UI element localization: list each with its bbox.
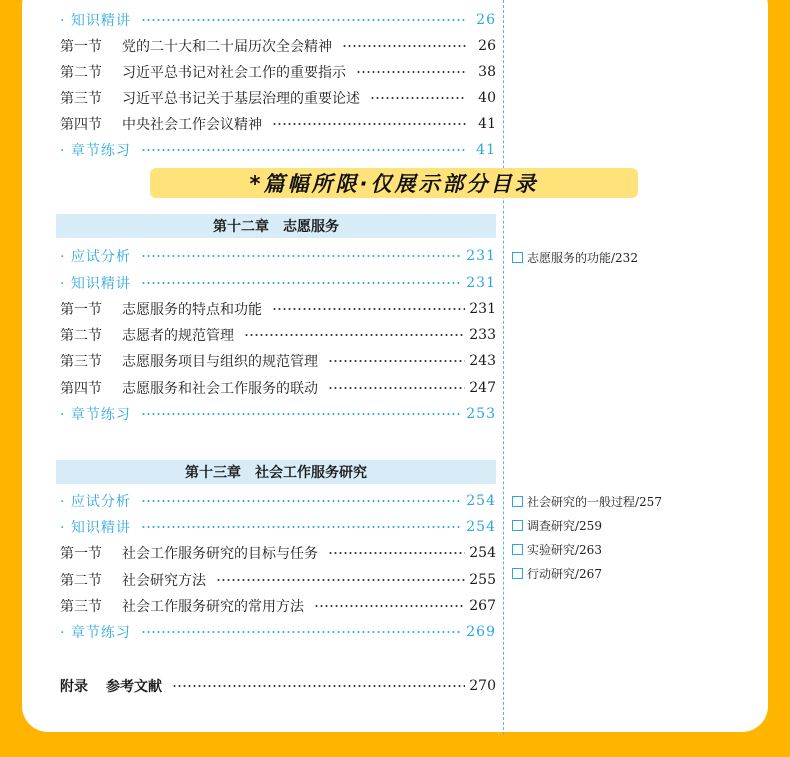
section-title: 习近平总书记关于基层治理的重要论述: [122, 91, 360, 107]
toc-entry[interactable]: [60, 570, 496, 590]
toc-entry-knowledge[interactable]: [60, 517, 496, 537]
side-note-text: 行动研究/267: [527, 567, 602, 581]
entry-page: 254: [466, 519, 496, 535]
entry-page: 233: [469, 327, 496, 343]
section-number: 第四节: [60, 381, 102, 397]
checkbox-icon: [512, 544, 523, 555]
entry-page: 38: [478, 64, 496, 80]
entry-page: 267: [469, 598, 496, 614]
chapter-heading-12[interactable]: 第十二章 志愿服务: [56, 214, 496, 238]
leader-dots: [244, 333, 465, 337]
entry-label: · 知识精讲: [60, 276, 131, 292]
section-number: 第三节: [60, 599, 102, 615]
section-title: 志愿者的规范管理: [122, 328, 234, 344]
leader-dots: [342, 44, 466, 48]
leader-dots: [328, 359, 465, 363]
entry-page: 254: [469, 545, 496, 561]
entry-page: 26: [478, 38, 496, 54]
checkbox-icon: [512, 496, 523, 507]
section-number: 第一节: [60, 39, 102, 55]
entry-page: 270: [469, 678, 496, 694]
toc-entry-analysis[interactable]: [60, 246, 496, 266]
leader-dots: [141, 630, 462, 634]
toc-entry[interactable]: [60, 351, 496, 371]
entry-page: 253: [466, 406, 496, 422]
checkbox-icon: [512, 568, 523, 579]
section-title: 社会工作服务研究的目标与任务: [122, 546, 318, 562]
section-title: 习近平总书记对社会工作的重要指示: [122, 65, 346, 81]
leader-dots: [216, 578, 465, 582]
side-note[interactable]: [512, 249, 638, 266]
entry-page: 247: [469, 380, 496, 396]
entry-label: · 章节练习: [60, 625, 131, 641]
toc-entry-appendix[interactable]: [60, 676, 496, 696]
entry-page: 41: [478, 116, 496, 132]
leader-dots: [141, 18, 466, 22]
side-note-text: 社会研究的一般过程/257: [527, 495, 662, 509]
leader-dots: [314, 604, 465, 608]
leader-dots: [141, 412, 462, 416]
column-divider: [503, 0, 504, 735]
leader-dots: [328, 386, 465, 390]
side-note[interactable]: [512, 541, 602, 558]
section-title: 志愿服务的特点和功能: [122, 302, 262, 318]
leader-dots: [272, 122, 466, 126]
entry-label: · 知识精讲: [60, 13, 131, 29]
section-number: 第三节: [60, 91, 102, 107]
section-number: 第二节: [60, 573, 102, 589]
leader-dots: [141, 148, 466, 152]
toc-entry[interactable]: [60, 62, 496, 82]
leader-dots: [141, 281, 462, 285]
section-number: 第四节: [60, 117, 102, 133]
section-number: 第一节: [60, 302, 102, 318]
side-note-text: 志愿服务的功能/232: [527, 251, 638, 265]
toc-entry[interactable]: [60, 114, 496, 134]
entry-page: 41: [476, 142, 496, 158]
entry-page: 254: [466, 493, 496, 509]
side-note[interactable]: [512, 517, 602, 534]
entry-page: 231: [466, 248, 496, 264]
side-note[interactable]: [512, 565, 602, 582]
section-number: 第二节: [60, 65, 102, 81]
leader-dots: [141, 499, 462, 503]
section-title: 志愿服务和社会工作服务的联动: [122, 381, 318, 397]
toc-entry-knowledge[interactable]: [60, 10, 496, 30]
leader-dots: [172, 684, 465, 688]
toc-entry-practice[interactable]: [60, 404, 496, 424]
section-title: 社会研究方法: [122, 573, 206, 589]
leader-dots: [328, 551, 465, 555]
toc-entry[interactable]: [60, 378, 496, 398]
leader-dots: [370, 96, 466, 100]
entry-page: 231: [469, 301, 496, 317]
toc-entry-analysis[interactable]: [60, 491, 496, 511]
entry-page: 269: [466, 624, 496, 640]
entry-page: 231: [466, 275, 496, 291]
checkbox-icon: [512, 520, 523, 531]
entry-page: 243: [469, 353, 496, 369]
partial-toc-banner: *篇幅所限·仅展示部分目录: [150, 168, 638, 198]
toc-entry[interactable]: [60, 299, 496, 319]
toc-entry-practice[interactable]: [60, 140, 496, 160]
section-number: 第三节: [60, 354, 102, 370]
entry-page: 255: [469, 572, 496, 588]
appendix-title: 参考文献: [106, 679, 162, 695]
entry-page: 40: [478, 90, 496, 106]
side-note-text: 实验研究/263: [527, 543, 602, 557]
checkbox-icon: [512, 252, 523, 263]
entry-label: · 章节练习: [60, 407, 131, 423]
section-title: 志愿服务项目与组织的规范管理: [122, 354, 318, 370]
section-title: 党的二十大和二十届历次全会精神: [122, 39, 332, 55]
toc-entry[interactable]: [60, 596, 496, 616]
toc-entry[interactable]: [60, 325, 496, 345]
entry-label: · 应试分析: [60, 249, 131, 265]
leader-dots: [141, 525, 462, 529]
entry-page: 26: [476, 12, 496, 28]
section-number: 第二节: [60, 328, 102, 344]
side-note[interactable]: [512, 493, 662, 510]
toc-entry-practice[interactable]: [60, 622, 496, 642]
entry-label: · 章节练习: [60, 143, 131, 159]
chapter-heading-13[interactable]: 第十三章 社会工作服务研究: [56, 460, 496, 484]
section-title: 中央社会工作会议精神: [122, 117, 262, 133]
side-note-text: 调查研究/259: [527, 519, 602, 533]
entry-label: · 应试分析: [60, 494, 131, 510]
toc-entry[interactable]: [60, 543, 496, 563]
section-number: 第一节: [60, 546, 102, 562]
toc-entry-knowledge[interactable]: [60, 273, 496, 293]
toc-entry[interactable]: [60, 36, 496, 56]
section-title: 社会工作服务研究的常用方法: [122, 599, 304, 615]
leader-dots: [272, 307, 465, 311]
toc-entry[interactable]: [60, 88, 496, 108]
appendix-label: 附录: [60, 679, 88, 695]
leader-dots: [356, 70, 466, 74]
leader-dots: [141, 254, 462, 258]
entry-label: · 知识精讲: [60, 520, 131, 536]
